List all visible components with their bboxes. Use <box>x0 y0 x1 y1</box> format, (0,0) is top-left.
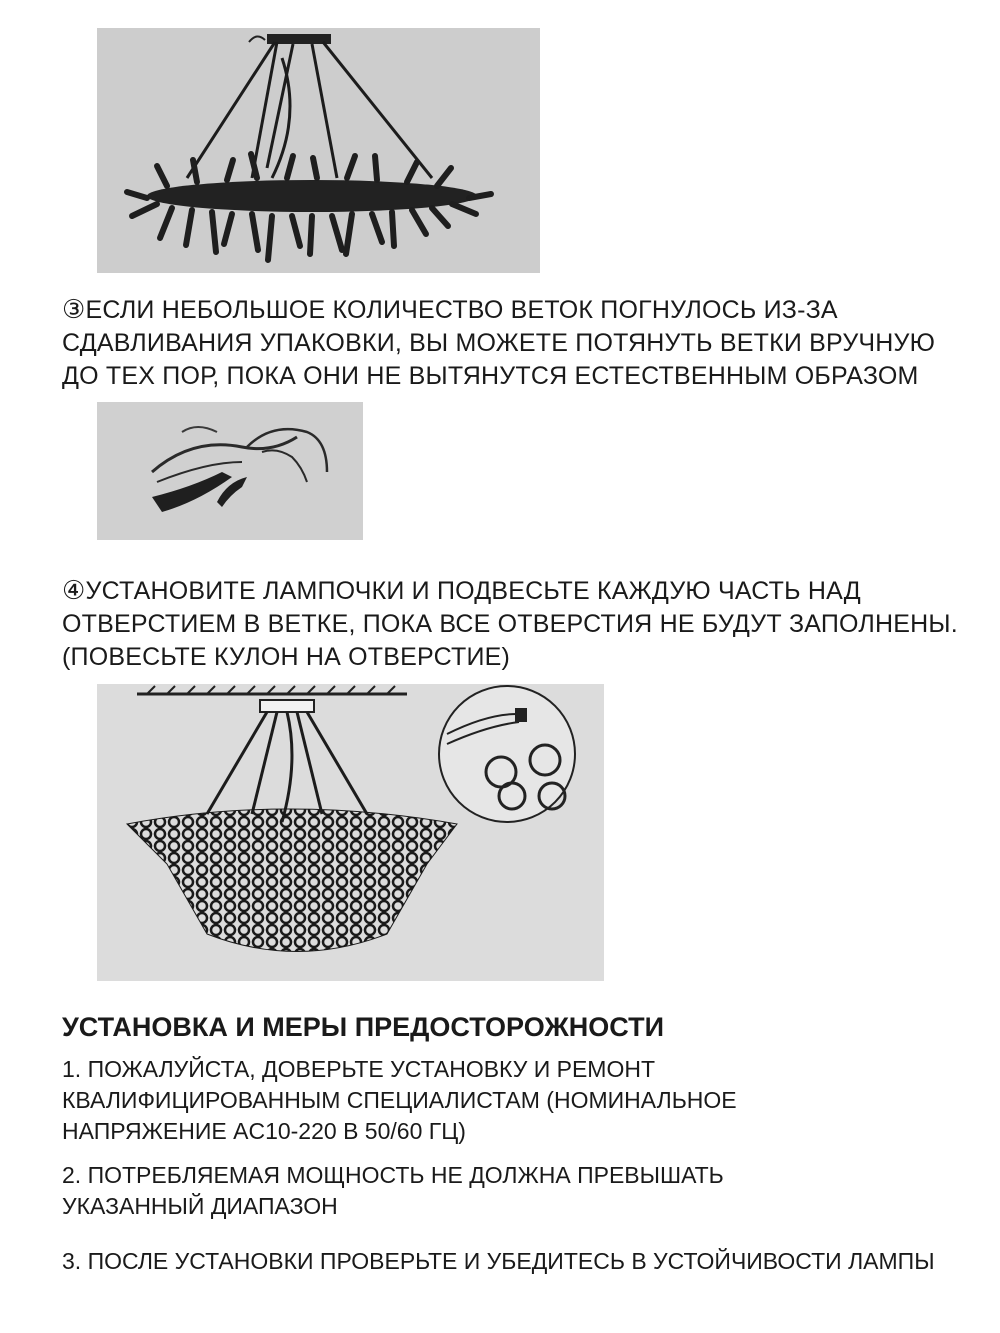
crystal-chandelier-drawing <box>97 684 604 981</box>
section-title: УСТАНОВКА И МЕРЫ ПРЕДОСТОРОЖНОСТИ <box>62 1012 664 1042</box>
step-4-body: УСТАНОВИТЕ ЛАМПОЧКИ И ПОДВЕСЬТЕ КАЖДУЮ ЧАСТЬ НАД ОТВЕРСТИЕМ В ВЕТКЕ, ПОКА ВСЕ ОТВЕРСТИЯ НЕ БУДУТ ЗАПОЛНЕНЫ. (ПОВЕСЬТЕ КУЛОН НА ОТВЕРСТИЕ) <box>62 577 958 671</box>
step-3-number: ③ <box>62 294 86 324</box>
step-3-text <box>62 293 962 393</box>
hand-pulling-branch-sketch <box>97 402 363 540</box>
rule-3: 3. ПОСЛЕ УСТАНОВКИ ПРОВЕРЬТЕ И УБЕДИТЕСЬ В УСТОЙЧИВОСТИ ЛАМПЫ <box>62 1248 935 1274</box>
rule-2: 2. ПОТРЕБЛЯЕМАЯ МОЩНОСТЬ НЕ ДОЛЖНА ПРЕВЫШАТЬ УКАЗАННЫЙ ДИАПАЗОН <box>62 1162 724 1219</box>
step-3-body: ЕСЛИ НЕБОЛЬШОЕ КОЛИЧЕСТВО ВЕТОК ПОГНУЛОСЬ ИЗ-ЗА СДАВЛИВАНИЯ УПАКОВКИ, ВЫ МОЖЕТЕ ПОТЯНУТЬ ВЕТКИ ВРУЧНУЮ ДО ТЕХ ПОР, ПОКА ОНИ НЕ ВЫТЯНУТСЯ ЕСТЕСТВЕННЫМ ОБРАЗОМ <box>62 296 936 390</box>
rule-1: 1. ПОЖАЛУЙСТА, ДОВЕРЬТЕ УСТАНОВКУ И РЕМОНТ КВАЛИФИЦИРОВАННЫМ СПЕЦИАЛИСТАМ (НОМИНАЛЬНОЕ НАПРЯЖЕНИЕ AC10-220 В 50/60 ГЦ) <box>62 1056 737 1144</box>
branch-chandelier-sketch <box>97 28 540 273</box>
crystal-chandelier-sketch <box>97 684 604 981</box>
step-4-number: ④ <box>62 575 86 605</box>
branch-chandelier-drawing <box>97 28 540 273</box>
hand-pulling-branch-drawing <box>97 402 363 540</box>
step-4-text <box>62 574 962 674</box>
